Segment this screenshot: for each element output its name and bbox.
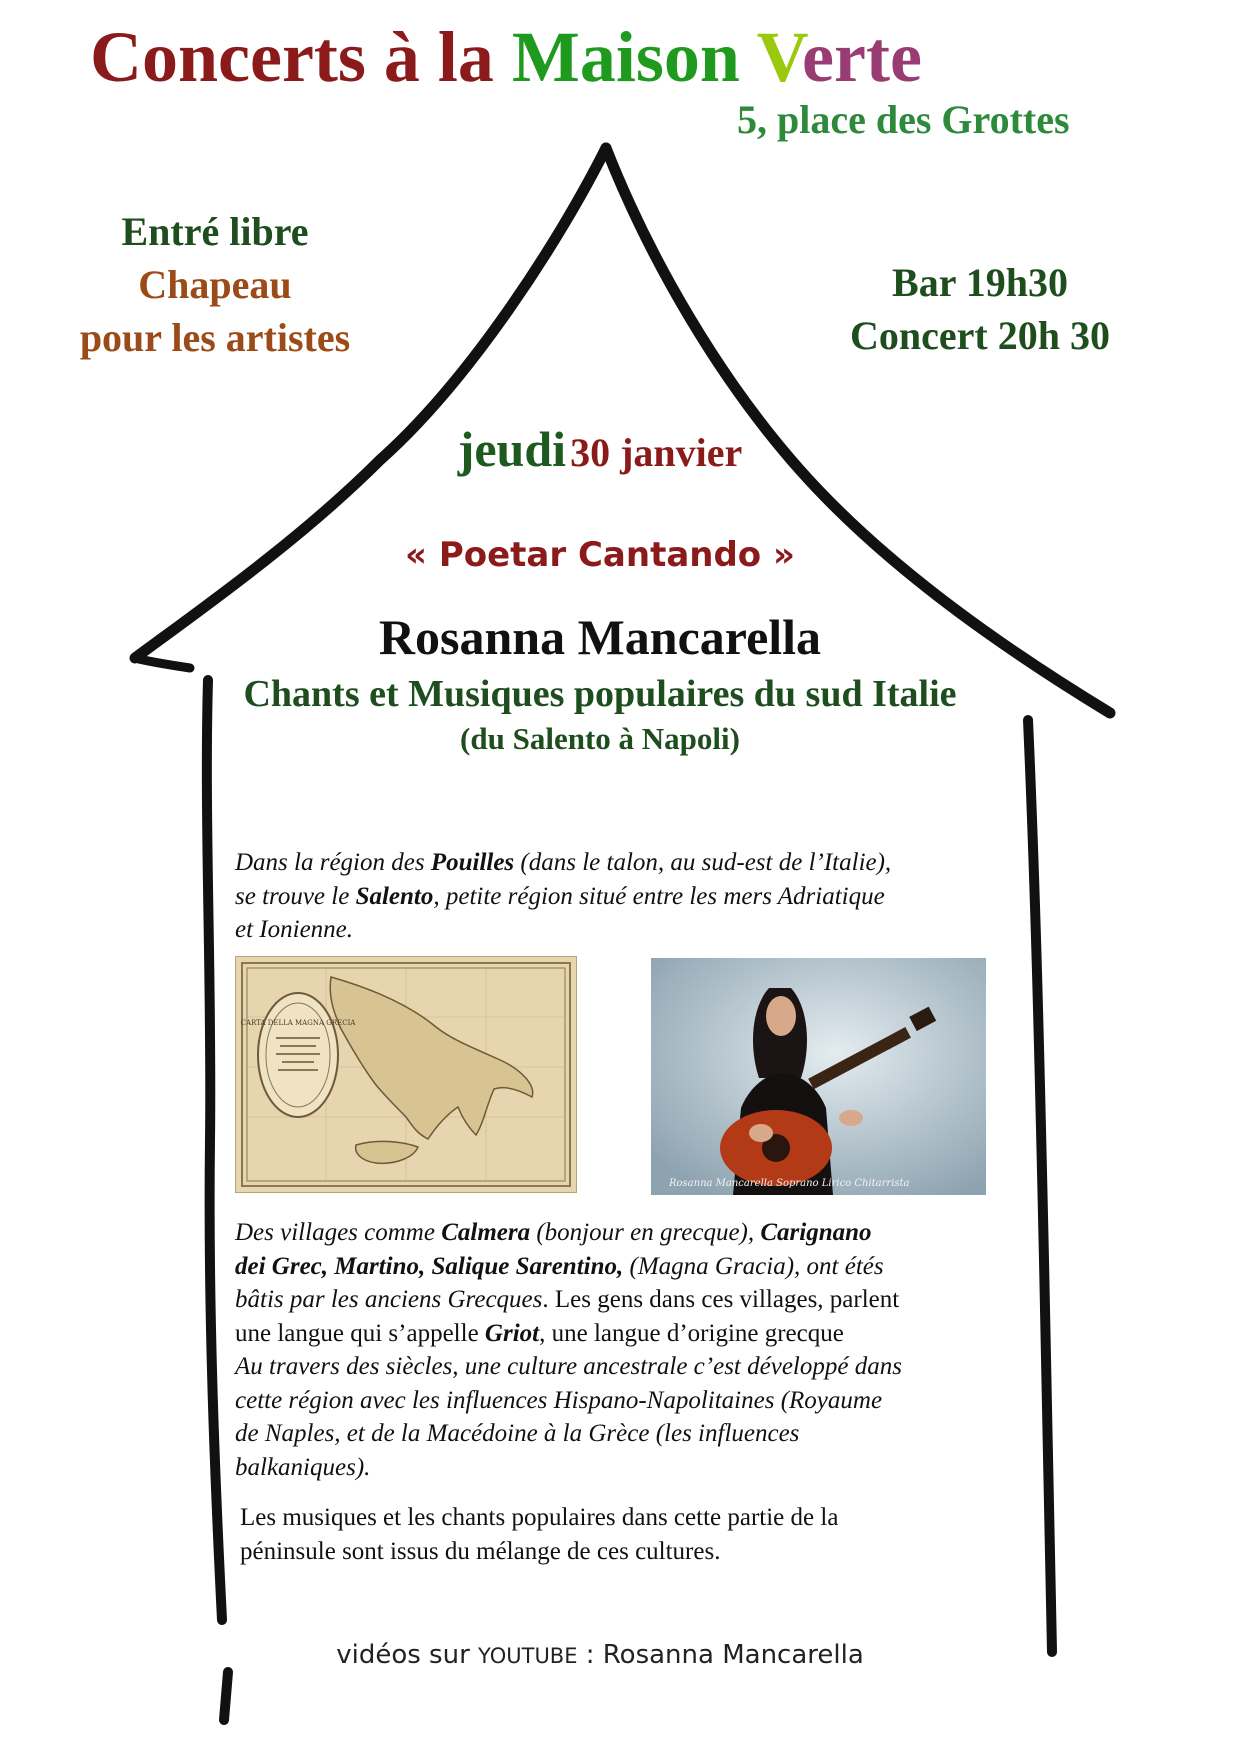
antique-map-illustration [236, 957, 576, 1192]
highlight-villages: dei Grec, Martino, Salique Sarentino, [235, 1252, 624, 1280]
for-artists: pour les artistes [79, 315, 351, 360]
text-run: Les musiques et les chants populaires dans cette partie de la [240, 1504, 839, 1531]
text-run: se trouve le [235, 882, 356, 910]
text-run: bâtis par les anciens Grecques [235, 1286, 543, 1313]
text-run: de Naples, et de la Macédoine à la Grèce (les influences [235, 1420, 800, 1447]
event-subtitle: Chants et Musiques populaires du sud Italie [243, 673, 957, 715]
text-run: Dans la région des [235, 849, 431, 876]
text-run: (Magna Gracia), ont étés [623, 1252, 884, 1280]
footer-text: : Rosanna Mancarella [577, 1640, 864, 1670]
text-run: Des villages comme [235, 1219, 442, 1246]
text-run: balkaniques). [235, 1453, 371, 1481]
highlight-salento: Salento [355, 882, 434, 910]
schedule-info [810, 256, 1150, 362]
artist-with-guitar-illustration [651, 958, 986, 1195]
entry-info [40, 205, 390, 364]
show-title: « Poetar Cantando » [405, 535, 795, 575]
event-day: jeudi [457, 421, 567, 477]
paragraph-villages [235, 1216, 1025, 1484]
wall-left-stroke [207, 680, 222, 1620]
highlight-carignano: Carignano [760, 1219, 872, 1246]
highlight-calmera: Calmera [441, 1219, 531, 1246]
title-part-concerts: Concerts à la [90, 17, 512, 97]
address: 5, place des Grottes [737, 97, 1070, 142]
bar-time: Bar 19h30 [892, 260, 1068, 305]
text-run: une langue qui s’appelle [235, 1319, 485, 1347]
roof-left-eave [135, 658, 190, 668]
wall-left-foot [224, 1672, 228, 1720]
event-day-month: 30 janvier [570, 430, 743, 475]
map-cartouche-text: CARTA DELLA MAGNA GRECIA [240, 1019, 356, 1027]
map-image [235, 956, 577, 1193]
artist-name: Rosanna Mancarella [378, 609, 822, 665]
entry-free: Entré libre [121, 209, 309, 254]
hat-collection: Chapeau [138, 262, 292, 307]
page-title [90, 18, 922, 97]
text-run: Au travers des siècles, une culture ancestrale c’est développé dans [235, 1353, 902, 1380]
artist-photo [651, 958, 986, 1195]
event-date [300, 420, 900, 478]
text-run: , une langue d’origine grecque [539, 1319, 844, 1347]
paragraph-salento [235, 846, 1025, 947]
title-part-erte: erte [802, 17, 922, 97]
text-run: (dans le talon, au sud-est de l’Italie), [514, 849, 892, 876]
wall-right-stroke [1028, 720, 1052, 1652]
footer-videos [200, 1640, 1000, 1670]
text-run: , petite région situé entre les mers Adriatique [433, 882, 885, 910]
title-part-v: V [756, 17, 803, 97]
text-run: (bonjour en grecque), [530, 1219, 761, 1246]
concert-time: Concert 20h 30 [850, 313, 1110, 358]
youtube-link[interactable]: YOUTUBE [478, 1644, 578, 1668]
photo-caption: Rosanna Mancarella Soprano Lirico Chitarrista [669, 1178, 910, 1189]
highlight-griot: Griot [484, 1319, 540, 1347]
event-subtitle-region: (du Salento à Napoli) [460, 721, 740, 756]
text-run: cette région avec les influences Hispano-Napolitaines (Royaume [235, 1386, 883, 1414]
text-run: et Ionienne. [235, 916, 354, 943]
highlight-pouilles: Pouilles [430, 849, 515, 876]
text-run: péninsule sont issus du mélange de ces cultures. [240, 1537, 721, 1565]
title-part-maison: Maison [511, 17, 757, 97]
text-run: . Les gens dans ces villages, parlent [542, 1286, 900, 1313]
paragraph-music [240, 1501, 1030, 1568]
footer-text: vidéos sur [336, 1640, 479, 1670]
